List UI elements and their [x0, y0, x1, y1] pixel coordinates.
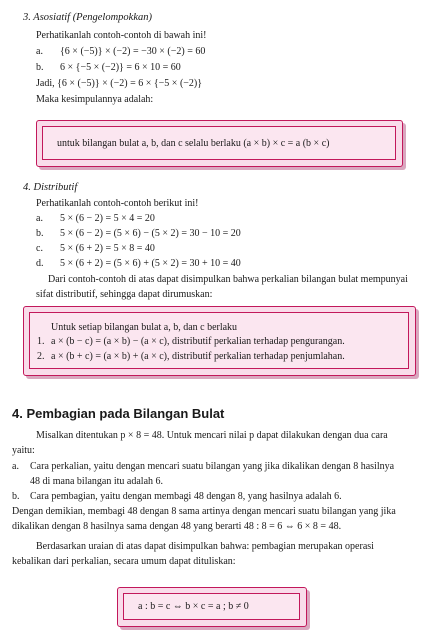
dist-paragraph-line-1: Dari contoh-contoh di atas dapat disimpulkan bahwa perkalian bilangan bulat mempunyai — [48, 274, 408, 285]
dist-item-b-expr: 5 × (6 − 2) = (5 × 6) − (5 × 2) = 30 − 10 = 20 — [60, 228, 241, 239]
dist-paragraph-line-2: sifat distributif, sehingga dapat dirumuskan: — [36, 289, 213, 300]
dist-item-a-expr: 5 × (6 − 2) = 5 × 4 = 20 — [60, 213, 155, 224]
division-paragraph-3-line-2: kebalikan dari perkalian, secara umum dapat dituliskan: — [12, 556, 236, 567]
distributive-rule-heading: Untuk setiap bilangan bulat a, b, dan c berlaku — [51, 322, 238, 333]
division-formula-box — [117, 587, 307, 627]
division-item-a-line-2: 48 di mana bilangan itu adalah 6. — [30, 476, 164, 487]
item-a-expression: {6 × (−5)} × (−2) = −30 × (−2) = 60 — [60, 46, 206, 57]
item-a-label: a. — [36, 46, 43, 57]
dist-item-d-expr: 5 × (6 + 2) = (5 × 6) + (5 × 2) = 30 + 10 = 40 — [60, 258, 241, 269]
division-item-b-label: b. — [12, 491, 20, 502]
division-paragraph-2-line-1: Dengan demikian, membagi 48 dengan 8 sama artinya dengan mencari suatu bilangan yang jika — [12, 506, 396, 517]
item-b-label: b. — [36, 62, 44, 73]
division-item-b-line-1: Cara pembagian, yaitu dengan membagi 48 dengan 8, yang hasilnya adalah 6. — [30, 491, 342, 502]
division-intro-line-1: Misalkan ditentukan p × 8 = 48. Untuk mencari nilai p dapat dilakukan dengan dua cara — [36, 430, 388, 441]
distributive-rule-1: a × (b − c) = (a × b) − (a × c), distributif perkalian terhadap pengurangan. — [51, 336, 345, 347]
item-b-expression: 6 × {−5 × (−2)} = 6 × 10 = 60 — [60, 62, 181, 73]
section-4-intro: Perhatikanlah contoh-contoh berikut ini! — [36, 198, 199, 209]
dist-item-c-expr: 5 × (6 + 2) = 5 × 8 = 40 — [60, 243, 155, 254]
associative-rule-text: untuk bilangan bulat a, b, dan c selalu berlaku (a × b) × c = a (b × c) — [57, 138, 330, 149]
distributive-rule-inner — [29, 312, 409, 369]
distributive-rule-2-label: 2. — [37, 351, 45, 362]
section-4-title: 4. Distributif — [23, 182, 78, 193]
dist-item-d-label: d. — [36, 258, 44, 269]
section-3-title: 3. Asosiatif (Pengelompokkan) — [23, 12, 152, 23]
distributive-rule-1-label: 1. — [37, 336, 45, 347]
division-item-a-line-1: Cara perkalian, yaitu dengan mencari suatu bilangan yang jika dikalikan dengan 8 hasilnya — [30, 461, 395, 472]
division-section-title: 4. Pembagian pada Bilangan Bulat — [12, 406, 225, 421]
dist-item-c-label: c. — [36, 243, 43, 254]
distributive-rule-2: a × (b + c) = (a × b) + (a × c), distributif perkalian terhadap penjumlahan. — [51, 351, 345, 362]
section-3-intro: Perhatikanlah contoh-contoh di bawah ini! — [36, 30, 207, 41]
division-paragraph-3-line-1: Berdasarkan uraian di atas dapat disimpulkan bahwa: pembagian merupakan operasi — [36, 541, 374, 552]
conclusion-intro: Maka kesimpulannya adalah: — [36, 94, 154, 105]
distributive-rule-box — [23, 306, 416, 376]
division-formula-inner — [123, 593, 300, 620]
division-paragraph-2-line-2: dikalikan dengan 8 hasilnya sama dengan 48 yang berarti 48 : 8 = 6 ⇔ 6 × 8 = 48. — [12, 521, 342, 532]
division-intro-line-2: yaitu: — [12, 445, 35, 456]
dist-item-a-label: a. — [36, 213, 43, 224]
division-item-a-label: a. — [12, 461, 19, 472]
dist-item-b-label: b. — [36, 228, 44, 239]
associative-rule-inner — [42, 126, 396, 160]
jadi-statement: Jadi, {6 × (−5)} × (−2) = 6 × {−5 × (−2)} — [36, 78, 203, 89]
associative-rule-box — [36, 120, 403, 167]
division-formula: a : b = c ⇔ b × c = a ; b ≠ 0 — [138, 601, 249, 612]
